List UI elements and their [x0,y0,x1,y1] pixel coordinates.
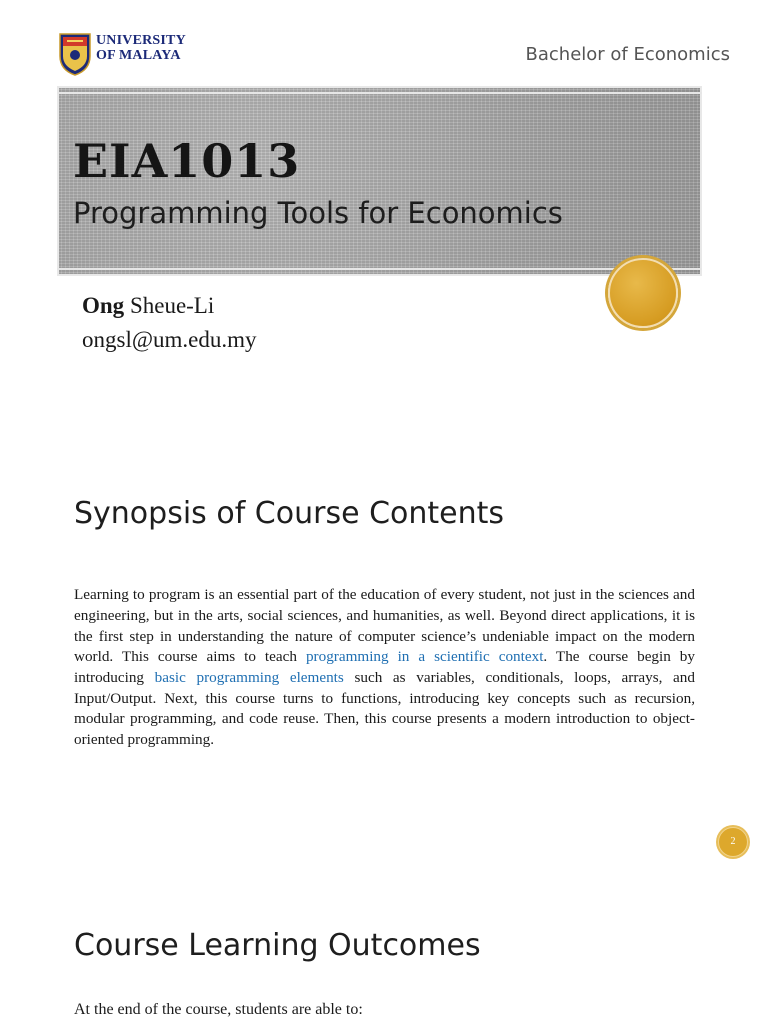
university-logo [58,32,208,82]
synopsis-text-3: such as variables, conditionals, loops, arrays, and Input/Output. Next, this course turns to functions, introducing key concepts such as recursion, modular programming, and code reuse. Then, this course presents a modern introduction to object-oriented programming. [74,669,695,749]
decorative-gold-circle [608,258,678,328]
title-banner [57,86,702,276]
course-title: Programming Tools for Economics [73,196,563,230]
program-name: Bachelor of Economics [525,44,730,65]
link-programming-scientific-context[interactable]: programming in a scientific context [305,648,544,666]
author-email[interactable]: ongsl@um.edu.my [82,327,257,352]
title-slide [0,0,768,440]
outcomes-intro: At the end of the course, students are able to: [74,1001,363,1018]
crest-icon [58,32,92,76]
synopsis-text-1: Learning to program is an essential part of the education of every student, not just in the sciences and engineering, but in the arts, social sciences, and humanities, as well. Beyond direct applications, it is the first step in understanding the nature of computer science’s undeniable impact on the modern world. This course aims to teach [74,586,695,666]
logo-line-1: UNIVERSITY [96,33,186,48]
outcomes-heading: Course Learning Outcomes [74,928,481,963]
logo-text [96,33,186,63]
course-code: EIA1013 [73,134,301,188]
page-number-badge: 2 [718,827,748,857]
synopsis-slide [0,440,768,870]
author-surname: Ong [82,293,125,318]
synopsis-heading: Synopsis of Course Contents [74,496,505,531]
logo-line-2: OF MALAYA [96,48,181,63]
outcomes-slide [0,870,768,1024]
synopsis-paragraph [74,585,695,751]
synopsis-text-2: . The course begin by introducing [74,648,695,686]
author-name [82,293,214,319]
link-basic-programming-elements[interactable]: basic programming elements [154,669,344,686]
author-given-name: Sheue-Li [129,293,215,318]
